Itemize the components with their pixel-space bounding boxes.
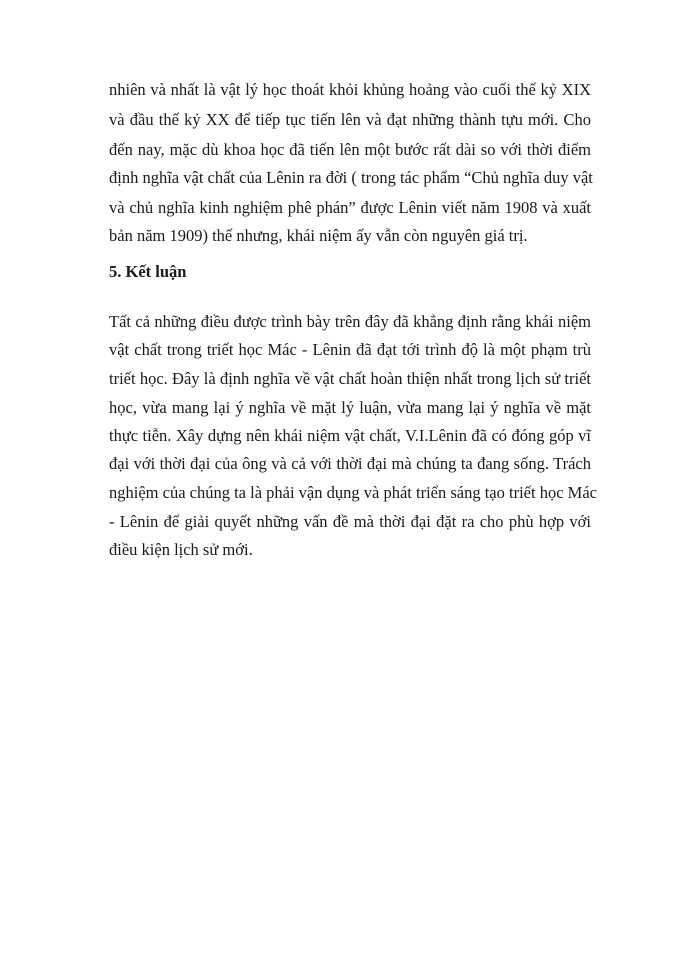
text-line: đến nay, mặc dù khoa học đã tiến lên một bước rất dài so với thời điểm xyxy=(109,140,591,159)
text-line: vật chất trong triết học Mác - Lênin đã đạt tới trình độ là một phạm trù xyxy=(109,340,591,359)
text-line: nhiên và nhất là vật lý học thoát khỏi khủng hoảng vào cuối thế kỷ XIX xyxy=(109,80,591,99)
text-line: nghiệm của chúng ta là phải vận dụng và phát triển sáng tạo triết học Mác xyxy=(109,483,597,502)
text-line: triết học. Đây là định nghĩa về vật chất hoàn thiện nhất trong lịch sử triết xyxy=(109,369,591,388)
text-line: thực tiễn. Xây dựng nên khái niệm vật chất, V.I.Lênin đã có đóng góp vĩ xyxy=(109,426,591,445)
text-line: điều kiện lịch sử mới. xyxy=(109,540,253,559)
text-line: bản năm 1909) thế nhưng, khái niệm ấy vẫn còn nguyên giá trị. xyxy=(109,226,528,245)
text-line: - Lênin để giải quyết những vấn đề mà thời đại đặt ra cho phù hợp với xyxy=(109,512,591,531)
text-line: và chủ nghĩa kinh nghiệm phê phán” được Lênin viết năm 1908 và xuất xyxy=(109,198,591,217)
text-line: định nghĩa vật chất của Lênin ra đời ( trong tác phẩm “Chủ nghĩa duy vật xyxy=(109,168,593,187)
text-line: và đầu thế kỷ XX để tiếp tục tiến lên và đạt những thành tựu mới. Cho xyxy=(109,110,591,129)
section-heading: 5. Kết luận xyxy=(109,262,187,281)
text-line: học, vừa mang lại ý nghĩa về mặt lý luận, vừa mang lại ý nghĩa về mặt xyxy=(109,398,591,417)
text-line: Tất cả những điều được trình bày trên đây đã khẳng định rằng khái niệm xyxy=(109,312,591,331)
text-line: đại với thời đại của ông và cả với thời đại mà chúng ta đang sống. Trách xyxy=(109,454,591,473)
